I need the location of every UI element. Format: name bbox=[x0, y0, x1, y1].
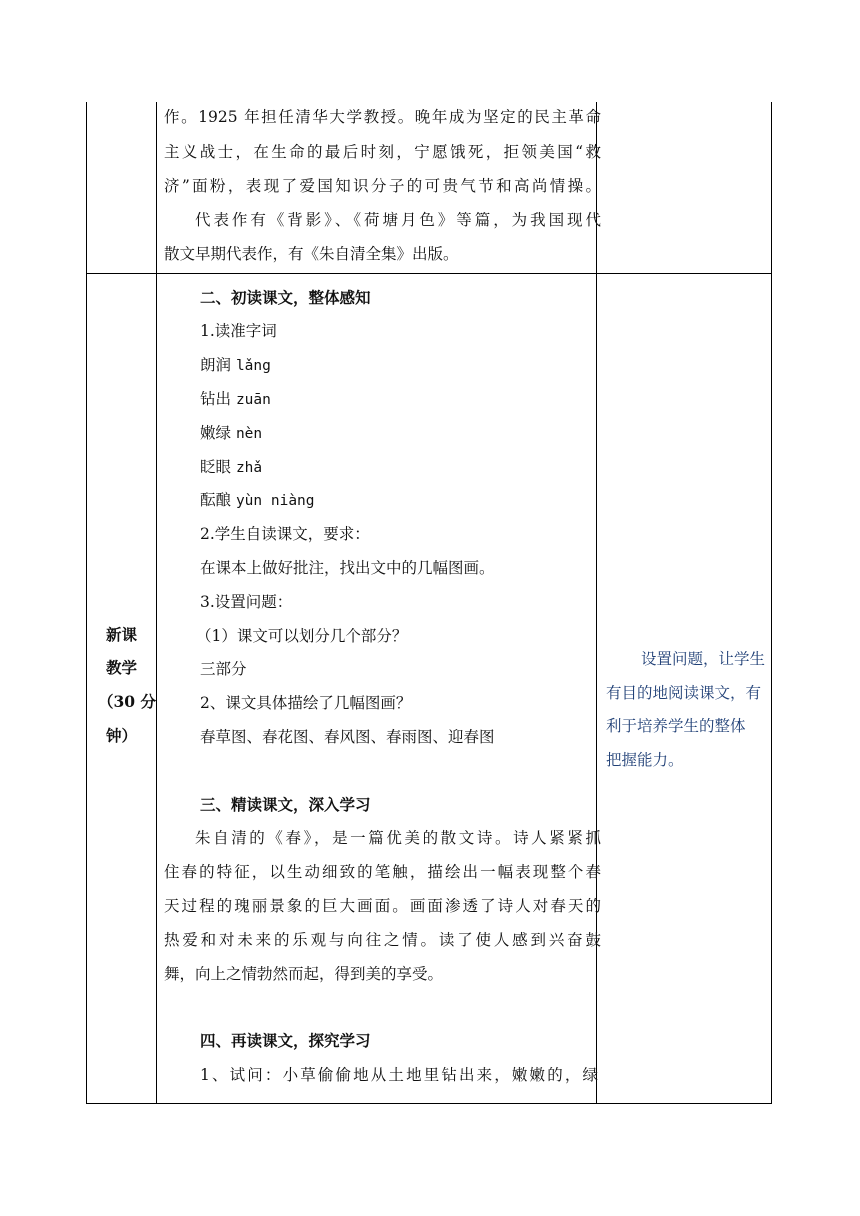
item-2-self-read: 2.学生自读课文，要求： bbox=[200, 525, 370, 543]
item-3-questions: 3.设置问题： bbox=[200, 593, 293, 611]
item-1-read-words: 1.读准字词 bbox=[200, 322, 277, 340]
stage-label-line-4: 钟） bbox=[106, 726, 138, 745]
stage-label-line-2: 教学 bbox=[106, 658, 138, 677]
table-column-divider-2 bbox=[596, 102, 597, 1104]
question-1: （1）课文可以划分几个部分？ bbox=[196, 627, 408, 645]
analysis-line-4: 热爱和对未来的乐观与向往之情。读了使人感到兴奋鼓 bbox=[164, 931, 601, 949]
design-note-line-1: 设置问题，让学生 bbox=[641, 650, 766, 668]
works-line-1: 代表作有《背影》、《荷塘月色》等篇，为我国现代 bbox=[195, 211, 601, 229]
table-border-bottom bbox=[86, 1103, 772, 1104]
section-heading-3: 三、精读课文，深入学习 bbox=[200, 795, 371, 814]
lesson-plan-table bbox=[86, 102, 772, 1104]
bio-line-3: 济”面粉，表现了爱国知识分子的可贵气节和高尚情操。 bbox=[164, 177, 601, 195]
answer-1: 三部分 bbox=[200, 660, 247, 678]
vocab-item: 眨眼 zhǎ bbox=[200, 458, 263, 476]
design-note-line-4: 把握能力。 bbox=[606, 751, 684, 769]
row-divider bbox=[86, 273, 772, 274]
answer-2: 春草图、春花图、春风图、春雨图、迎春图 bbox=[200, 728, 495, 746]
analysis-line-5: 舞，向上之情勃然而起，得到美的享受。 bbox=[164, 965, 444, 983]
analysis-line-2: 住春的特征，以生动细致的笔触，描绘出一幅表现整个春 bbox=[164, 863, 601, 881]
stage-label-line-3: （30 分 bbox=[98, 692, 156, 711]
table-border-right bbox=[771, 102, 772, 1104]
item-2-detail: 在课本上做好批注，找出文中的几幅图画。 bbox=[200, 559, 495, 577]
section-heading-4: 四、再读课文，探究学习 bbox=[200, 1031, 371, 1050]
bio-line-2: 主义战士，在生命的最后时刻，宁愿饿死，拒领美国“救 bbox=[164, 143, 601, 161]
vocab-item: 酝酿 yùn niàng bbox=[200, 491, 315, 509]
works-line-2: 散文早期代表作，有《朱自清全集》出版。 bbox=[164, 245, 459, 263]
analysis-line-3: 天过程的瑰丽景象的巨大画面。画面渗透了诗人对春天的 bbox=[164, 897, 601, 915]
question-2: 2、课文具体描绘了几幅图画？ bbox=[200, 694, 412, 712]
table-column-divider-1 bbox=[156, 102, 157, 1104]
analysis-line-1: 朱自清的《春》，是一篇优美的散文诗。诗人紧紧抓 bbox=[195, 829, 601, 847]
table-border-left bbox=[86, 102, 87, 1104]
vocab-item: 朗润 lǎng bbox=[200, 356, 271, 374]
vocab-item: 嫩绿 nèn bbox=[200, 424, 263, 442]
stage-label-line-1: 新课 bbox=[106, 625, 138, 644]
explore-line-1: 1、试问：小草偷偷地从土地里钻出来，嫩嫩的，绿 bbox=[200, 1066, 598, 1084]
vocab-item: 钻出 zuān bbox=[200, 390, 271, 408]
section-heading-2: 二、初读课文，整体感知 bbox=[200, 288, 371, 307]
design-note-line-2: 有目的地阅读课文，有 bbox=[606, 684, 762, 702]
design-note-line-3: 利于培养学生的整体 bbox=[606, 717, 746, 735]
bio-line-1: 作。1925 年担任清华大学教授。晚年成为坚定的民主革命 bbox=[164, 108, 601, 126]
